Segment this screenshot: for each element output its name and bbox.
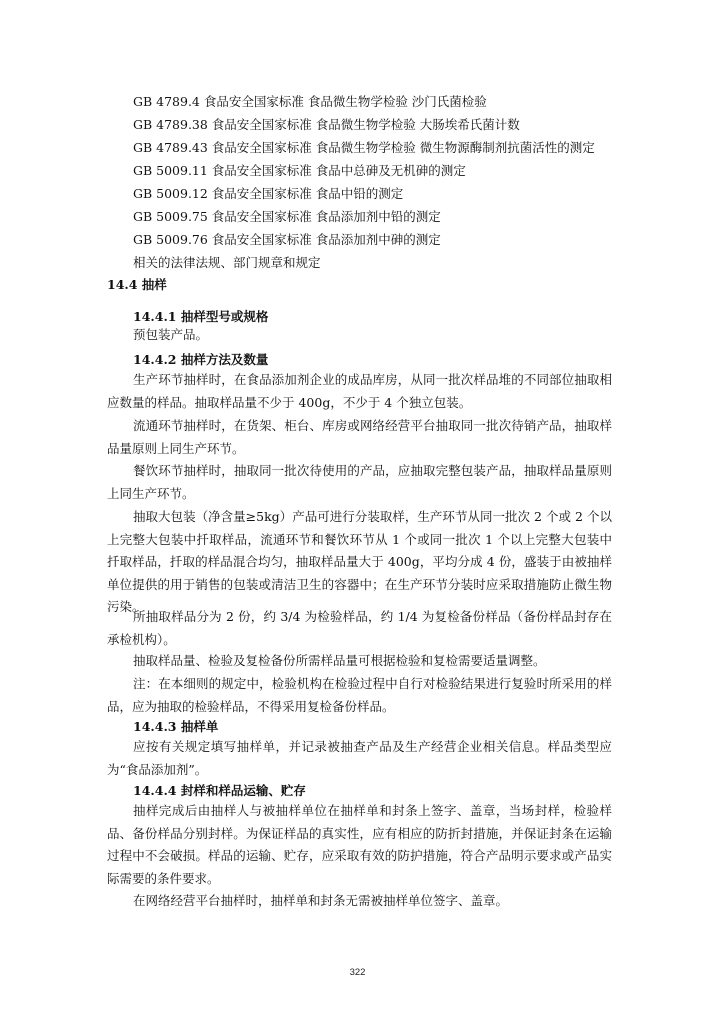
paragraph-split: 所抽取样品分为 2 份，约 3/4 为检验样品，约 1/4 为复检备份样品（备份样品封存在承检机构）。 (107, 609, 612, 647)
standards-list (133, 90, 633, 274)
paragraph-production: 生产环节抽样时，在食品添加剂企业的成品库房，从同一批次样品堆的不同部位抽取相应数量的样品。抽取样品量不少于 400g，不少于 4 个独立包装。 (107, 372, 612, 410)
standard-item: GB 5009.11 食品安全国家标准 食品中总砷及无机砷的测定 (133, 163, 466, 178)
standard-item: GB 5009.75 食品安全国家标准 食品添加剂中铅的测定 (133, 209, 441, 224)
standard-item: GB 4789.38 食品安全国家标准 食品微生物学检验 大肠埃希氏菌计数 (133, 117, 520, 132)
paragraph-sampling-form: 应按有关规定填写抽样单，并记录被抽查产品及生产经营企业相关信息。样品类型应为“食品添加剂”。 (107, 739, 612, 777)
paragraph-adjust: 抽取样品量、检验及复检备份所需样品量可根据检验和复检需要适量调整。 (133, 653, 546, 668)
subsection-heading: 14.4.4 封样和样品运输、贮存 (133, 783, 306, 798)
paragraph-circulation: 流通环节抽样时，在货架、柜台、库房或网络经营平台抽取同一批次待销产品，抽取样品量原则上同生产环节。 (107, 418, 612, 456)
standard-item: GB 4789.4 食品安全国家标准 食品微生物学检验 沙门氏菌检验 (133, 94, 487, 109)
standard-item: GB 5009.12 食品安全国家标准 食品中铅的测定 (133, 186, 404, 201)
paragraph-note: 注：在本细则的规定中，检验机构在检验过程中自行对检验结果进行复验时所采用的样品，应为抽取的检验样品，不得采用复检备份样品。 (107, 676, 612, 714)
subsection-heading: 14.4.2 抽样方法及数量 (133, 352, 269, 367)
page-number: 322 (349, 967, 366, 978)
standard-item: GB 4789.43 食品安全国家标准 食品微生物学检验 微生物源酶制剂抗菌活性的测定 (133, 140, 595, 155)
subsection-heading: 14.4.1 抽样型号或规格 (133, 309, 269, 324)
section-heading: 14.4 抽样 (107, 277, 167, 292)
paragraph-bulk: 抽取大包装（净含量≥5kg）产品可进行分装取样，生产环节从同一批次 2 个或 2 个以上完整大包装中扦取样品，流通环节和餐饮环节从 1 个或同一批次 1 个以上完整大包装中扦取样品，扦取的样品混合均匀，抽取样品量大于 400g，平均分成 4 份，盛装于由被抽样单位提供的用于销售的包装或清洁卫生的容器中；在生产环节分装时应采取措施防止微生物污染。 (107, 509, 612, 614)
subsection-heading: 14.4.3 抽样单 (133, 719, 219, 734)
paragraph-online: 在网络经营平台抽样时，抽样单和封条无需被抽样单位签字、盖章。 (133, 893, 509, 908)
paragraph-spec: 预包装产品。 (133, 327, 209, 342)
standard-item: GB 5009.76 食品安全国家标准 食品添加剂中砷的测定 (133, 232, 441, 247)
standard-item: 相关的法律法规、部门规章和规定 (133, 255, 321, 270)
paragraph-catering: 餐饮环节抽样时，抽取同一批次待使用的产品，应抽取完整包装产品，抽取样品量原则上同生产环节。 (107, 463, 612, 501)
paragraph-seal: 抽样完成后由抽样人与被抽样单位在抽样单和封条上签字、盖章，当场封样，检验样品、备份样品分别封样。为保证样品的真实性，应有相应的防折封措施，并保证封条在运输过程中不会破损。样品的运输、贮存，应采取有效的防护措施，符合产品明示要求或产品实际需要的条件要求。 (107, 803, 612, 886)
